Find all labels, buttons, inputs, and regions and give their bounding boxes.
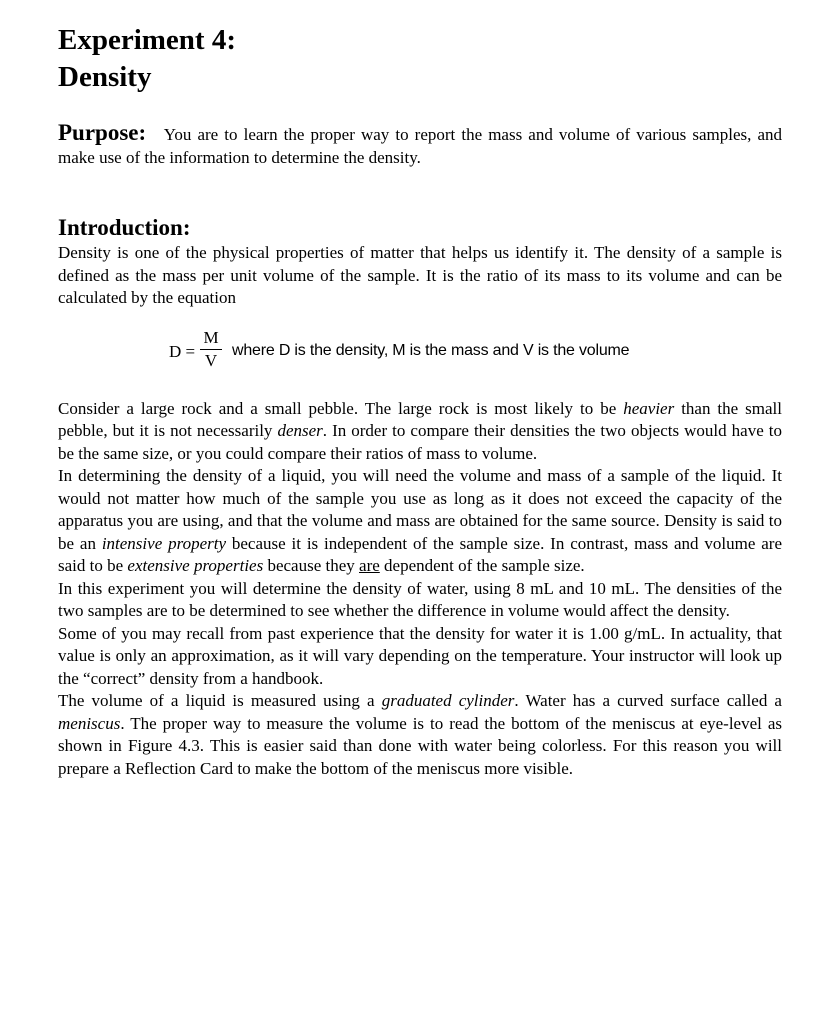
emphasis-denser: denser [277,421,323,440]
intro-paragraph-2: Consider a large rock and a small pebble. The large rock is most likely to be heavier than the small pebble, but it is not necessarily denser. In order to compare their densities the two objects would have to be the same size, or you could compare their ratios of mass to volume. [58,398,783,463]
emphasis-graduated-cylinder: graduated cylinder [381,691,515,710]
density-equation [58,318,782,388]
underline-are: are [359,556,380,575]
intro-paragraph-3: In determining the density of a liquid, you will need the volume and mass of a sample of the liquid. It would not matter how much of the sample you use as long as it does not exceed the capacity of the apparatus you are using, and that the volume and mass are obtained for the same source. Density is said to be an intensive property because it is independent of the sample size. In contrast, mass and volume are said to be extensive properties because they are dependent of the sample size. [58,466,782,575]
equation-fraction [200,329,222,370]
emphasis-intensive-property: intensive property [101,533,227,553]
emphasis-extensive-properties: extensive properties [127,556,264,575]
intro-paragraph-1: Density is one of the physical properties of matter that helps us identify it. The density of a sample is defined as the mass per unit volume of the sample. It is the ratio of its mass to its volume and can be calculated by the equation [58,243,782,307]
purpose-text: You are to learn the proper way to report the mass and volume of various samples, and make use of the information to determine the density. [58,125,782,167]
equation-denominator: V [204,350,218,370]
introduction-heading: Introduction: [58,215,191,240]
fraction-bar [200,349,222,350]
equation-lhs: D = [169,341,196,361]
title-line-2: Density [58,61,152,93]
page-title [58,22,782,96]
purpose-section [58,121,782,169]
intro-paragraph-4: In this experiment you will determine the density of water, using 8 mL and 10 mL. The densities of the two samples are to be determined to see whether the difference in volume would affect the density. [58,578,782,620]
intro-paragraph-6: The volume of a liquid is measured using a graduated cylinder. Water has a curved surface called a meniscus. The proper way to measure the volume is to read the bottom of the meniscus at eye-level as shown in Figure 4.3. This is easier said than done with water being colorless. For this reason you will prepare a Reflection Card to make the bottom of the meniscus more visible. [58,691,782,778]
emphasis-meniscus: meniscus [58,713,121,733]
emphasis-heavier: heavier [623,398,675,418]
equation-numerator: M [203,327,219,347]
intro-paragraph-5: Some of you may recall from past experience that the density for water it is 1.00 g/mL. In actuality, that value is only an approximation, as it will vary depending on the temperature. Your instructor will look up the “correct” density from a handbook. [58,623,782,688]
purpose-label: Purpose: [58,120,147,145]
title-line-1: Experiment 4: [58,24,236,56]
equation-description: where D is the density, M is the mass and V is the volume [232,341,630,359]
document-page [58,22,782,780]
